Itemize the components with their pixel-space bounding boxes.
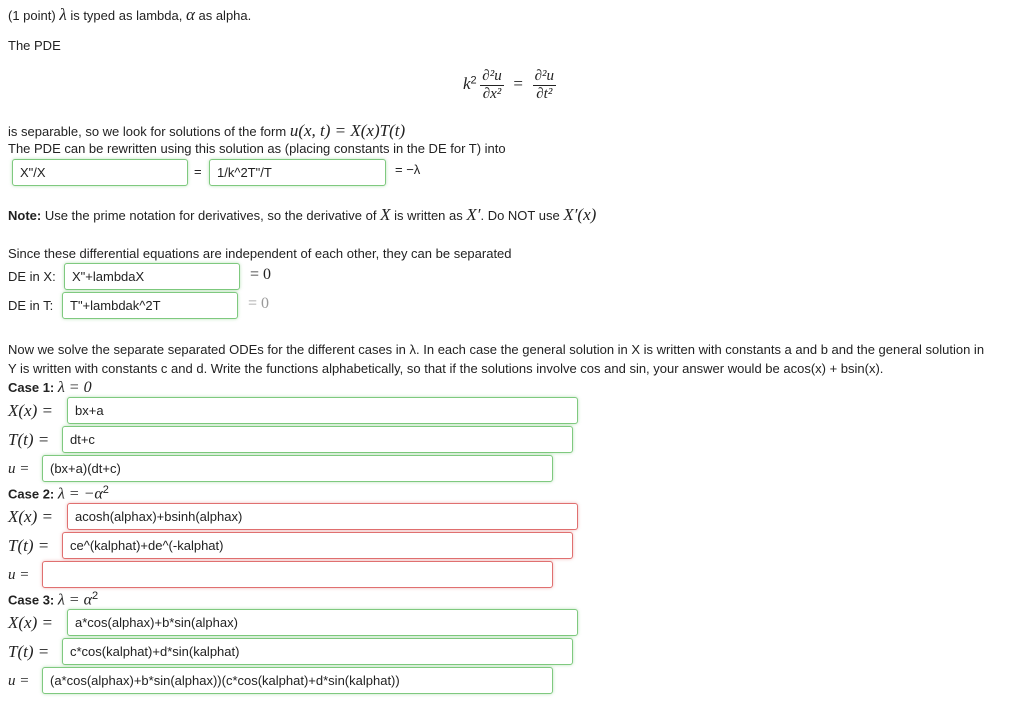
solution-form: u(x, t) = X(x)T(t) <box>289 121 406 140</box>
rewrite-input-x[interactable]: X"/X <box>12 159 188 186</box>
pde-coef: k <box>463 73 471 93</box>
note-prime: X′ <box>466 205 481 224</box>
pde-lhs-num: ∂²u <box>482 68 502 84</box>
de-t-rhs: = 0 <box>248 295 270 312</box>
case2-u-label: u = <box>8 567 30 583</box>
case3-x-label: X(x) = <box>8 613 53 632</box>
pde-rhs-den: ∂t² <box>536 86 553 102</box>
case1-x-input[interactable]: bx+a <box>67 397 578 424</box>
pde-equation <box>463 68 556 103</box>
case1-u-input[interactable]: (bx+a)(dt+c) <box>42 455 553 482</box>
de-x-rhs: = 0 <box>250 266 272 283</box>
alpha-symbol: α <box>185 5 195 24</box>
note-label: Note: <box>8 208 42 223</box>
de-x-input[interactable]: X"+lambdaX <box>64 263 240 290</box>
pde-equals: = <box>513 73 523 93</box>
case2-condition: λ = −α <box>57 485 103 503</box>
pde-lhs-fraction <box>480 68 503 103</box>
rewrite-equals: = <box>194 164 202 179</box>
case3-cond-exp: 2 <box>92 590 99 602</box>
case3-condition: λ = α <box>57 591 92 609</box>
case1-heading <box>8 379 92 397</box>
case3-t-input[interactable]: c*cos(kalphat)+d*sin(kalphat) <box>62 638 573 665</box>
note-text-3: . Do NOT use <box>480 208 564 223</box>
rewrite-text: The PDE can be rewritten using this solution as (placing constants in the DE for T) into <box>8 141 506 156</box>
instructions-line-1: Now we solve the separate separated ODEs for the different cases in λ. In each case the general solution in X is written with constants a and b and the general solution in <box>8 342 985 357</box>
de-t-label: DE in T: <box>8 298 54 313</box>
separable-text: is separable, so we look for solutions of the form <box>8 124 290 139</box>
case2-x-input[interactable]: acosh(alphax)+bsinh(alphax) <box>67 503 578 530</box>
case1-t-label: T(t) = <box>8 430 50 449</box>
case2-x-label: X(x) = <box>8 507 53 526</box>
case2-cond-exp: 2 <box>102 484 109 496</box>
separable-line <box>8 121 405 141</box>
case3-u-input[interactable]: (a*cos(alphax)+b*sin(alphax))(c*cos(kalphat)+d*sin(kalphat)) <box>42 667 553 694</box>
problem-header <box>8 5 251 25</box>
lambda-symbol: λ <box>59 5 67 24</box>
separated-text: Since these differential equations are independent of each other, they can be separated <box>8 246 512 261</box>
case1-t-input[interactable]: dt+c <box>62 426 573 453</box>
case3-label: Case 3: <box>8 592 55 608</box>
case3-u-label: u = <box>8 673 30 689</box>
case2-t-label: T(t) = <box>8 536 50 555</box>
case1-condition: λ = 0 <box>57 379 92 396</box>
note-text-2: is written as <box>390 208 467 223</box>
typed-as-text-2: as alpha. <box>194 8 252 23</box>
de-t-input[interactable]: T"+lambdak^2T <box>62 292 238 319</box>
pde-coef-exp: 2 <box>470 74 477 87</box>
note-bad: X′(x) <box>563 205 597 224</box>
pde-lhs-den: ∂x² <box>482 86 502 102</box>
instructions-line-2: Y is written with constants c and d. Write the functions alphabetically, so that if the solutions involve cos and sin, your answer would be acos(x) + bsin(x). <box>8 361 884 376</box>
note-line <box>8 205 596 225</box>
case2-t-input[interactable]: ce^(kalphat)+de^(-kalphat) <box>62 532 573 559</box>
note-var: X <box>380 205 391 224</box>
case1-label: Case 1: <box>8 380 55 395</box>
case2-heading <box>8 484 109 503</box>
note-text: Use the prime notation for derivatives, so the derivative of <box>41 208 381 223</box>
case3-t-label: T(t) = <box>8 642 50 661</box>
rewrite-input-t[interactable]: 1/k^2T"/T <box>209 159 386 186</box>
pde-rhs-num: ∂²u <box>534 68 554 84</box>
rewrite-rhs: = −λ <box>395 162 421 177</box>
typed-as-text: is typed as lambda, <box>66 8 186 23</box>
points-label: (1 point) <box>8 8 56 23</box>
case2-u-input[interactable] <box>42 561 553 588</box>
case1-u-label: u = <box>8 461 30 477</box>
pde-title: The PDE <box>8 38 61 53</box>
case3-heading <box>8 590 98 609</box>
case2-label: Case 2: <box>8 486 55 502</box>
pde-rhs-fraction <box>533 68 556 103</box>
case3-x-input[interactable]: a*cos(alphax)+b*sin(alphax) <box>67 609 578 636</box>
case1-x-label: X(x) = <box>8 401 53 420</box>
de-x-label: DE in X: <box>8 269 56 284</box>
